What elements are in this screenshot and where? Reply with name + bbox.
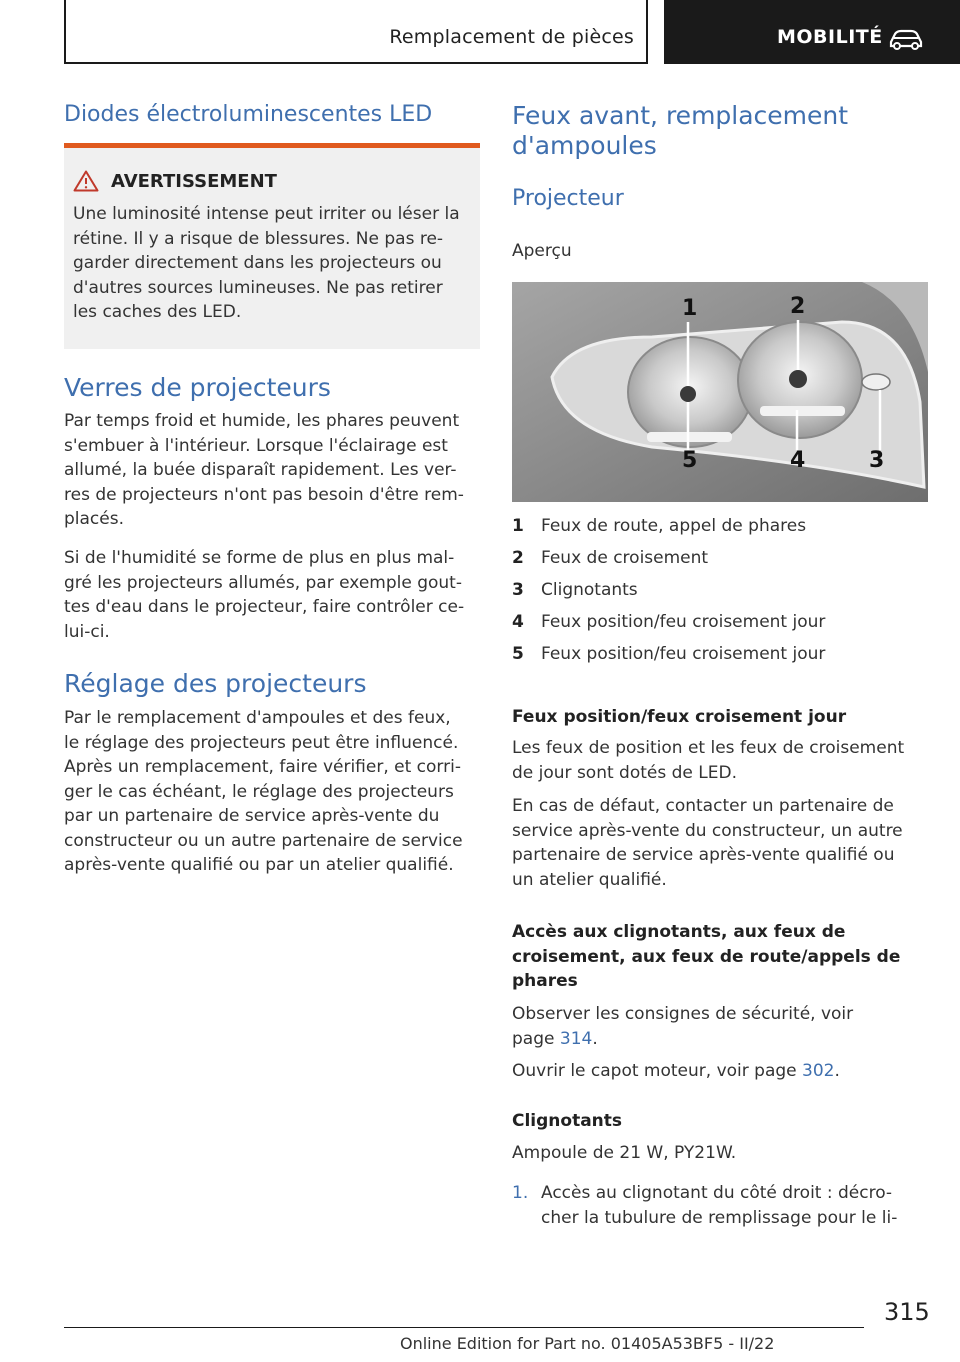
legend-number: 1 (512, 516, 524, 536)
warning-line: d'autres sources lumineuses. Ne pas retirer (73, 277, 443, 298)
text-line: cher la tubulure de remplissage pour le li- (541, 1207, 898, 1228)
legend-item (512, 578, 638, 602)
footer-edition: Online Edition for Part no. 01405A53BF5 - II/22 (400, 1334, 775, 1353)
callout-label: 2 (790, 294, 806, 319)
text-line: Après un remplacement, faire vérifier, et corri- (64, 757, 461, 777)
warning-text (73, 202, 473, 325)
legend-number: 5 (512, 644, 524, 664)
text-line: partenaire de service après-vente qualifié ou (512, 845, 895, 865)
text-fragment: Ouvrir le capot moteur, voir page (512, 1061, 803, 1081)
text-fragment: page (512, 1028, 560, 1049)
legend-item (512, 514, 806, 538)
legend-number: 4 (512, 612, 524, 632)
sub-heading: Projecteur (512, 186, 624, 211)
warning-triangle-icon (73, 170, 99, 196)
page-number: 315 (884, 1298, 930, 1326)
warning-line: rétine. Il y a risque de blessures. Ne pas re- (73, 228, 444, 249)
text-line: tes d'eau dans le projecteur, faire contrôler ce- (64, 597, 465, 617)
car-icon (888, 28, 924, 54)
chapter-title: Remplacement de pièces (389, 26, 634, 48)
main-heading (512, 101, 848, 161)
text-line (512, 1027, 928, 1052)
warning-line: garder directement dans les projecteurs ou (73, 253, 442, 273)
heading-line: d'ampoules (512, 131, 657, 160)
text-fragment: . (592, 1028, 598, 1049)
verres-paragraph-1 (64, 409, 480, 532)
heading-line: phares (512, 971, 578, 991)
legend-text: Feux position/feu croisement jour (541, 612, 826, 632)
text-line: par un partenaire de service après-vente du (64, 806, 440, 826)
callout-label: 5 (682, 448, 698, 473)
legend-item (512, 610, 825, 634)
step-text (541, 1181, 921, 1230)
heading-line: croisement, aux feux de route/appels de (512, 946, 901, 967)
legend-item (512, 642, 825, 666)
text-line (512, 1059, 928, 1084)
text-line: après-vente qualifié ou par un atelier qualifié. (64, 855, 454, 875)
position-paragraph-2 (512, 794, 928, 892)
legend-number: 3 (512, 580, 524, 600)
warning-title: AVERTISSEMENT (111, 171, 277, 192)
text-line: service après-vente du constructeur, un autre (512, 820, 903, 841)
text-line: de jour sont dotés de LED. (512, 762, 737, 783)
text-line: lui-ci. (64, 621, 110, 642)
headlight-photo (512, 282, 928, 502)
heading-line: Accès aux clignotants, aux feux de (512, 922, 846, 942)
section-label: MOBILITÉ (777, 26, 883, 48)
position-heading: Feux position/feux croisement jour (512, 707, 847, 727)
text-line: En cas de défaut, contacter un partenaire de (512, 796, 894, 816)
page-link-314[interactable]: 314 (559, 1028, 593, 1049)
verres-paragraph-2 (64, 546, 480, 644)
legend-text: Feux de route, appel de phares (541, 516, 807, 536)
apercu-label: Aperçu (512, 241, 572, 261)
legend-text: Feux position/feu croisement jour (541, 644, 826, 664)
footer-divider (64, 1327, 864, 1328)
step-number: 1. (512, 1183, 529, 1203)
clignotants-heading: Clignotants (512, 1111, 623, 1131)
text-line: Ampoule de 21 W, PY21W. (512, 1143, 737, 1163)
text-line: constructeur ou un autre partenaire de service (64, 830, 463, 851)
text-fragment: . (834, 1061, 840, 1081)
warning-line: les caches des LED. (73, 302, 242, 322)
warning-line: Une luminosité intense peut irriter ou léser la (73, 204, 460, 224)
text-line: allumé, la buée disparaît rapidement. Les ver- (64, 460, 457, 480)
text-line: Les feux de position et les feux de croisement (512, 738, 905, 758)
legend-text: Feux de croisement (541, 548, 709, 568)
clignotants-paragraph (512, 1141, 736, 1166)
heading-line: Feux avant, remplacement (512, 101, 849, 130)
reglage-paragraph (64, 706, 480, 878)
verres-heading: Verres de projecteurs (64, 373, 331, 402)
led-heading: Diodes électroluminescentes LED (64, 102, 433, 127)
callout-label: 1 (682, 296, 698, 321)
text-line: Observer les consignes de sécurité, voir (512, 1004, 854, 1024)
callout-label: 3 (869, 448, 885, 473)
reglage-heading: Réglage des projecteurs (64, 669, 367, 698)
text-line: s'embuer à l'intérieur. Lorsque l'éclairage est (64, 435, 448, 456)
text-line: res de projecteurs n'ont pas besoin d'être rem- (64, 484, 464, 505)
legend-item (512, 546, 708, 570)
acces-heading (512, 920, 928, 994)
page-link-302[interactable]: 302 (802, 1061, 835, 1081)
legend-number: 2 (512, 548, 524, 568)
text-line: gré les projecteurs allumés, par exemple gout- (64, 572, 462, 593)
text-line: placés. (64, 509, 124, 529)
callout-label: 4 (790, 448, 806, 473)
text-line: un atelier qualifié. (512, 869, 667, 890)
acces-paragraph-1 (512, 1002, 928, 1051)
text-line: ger le cas échéant, le réglage des projecteurs (64, 781, 454, 802)
text-line: Par temps froid et humide, les phares peuvent (64, 411, 460, 431)
legend-text: Clignotants (541, 580, 638, 600)
text-line: le réglage des projecteurs peut être influencé. (64, 732, 459, 753)
acces-paragraph-2 (512, 1059, 928, 1084)
text-line: Si de l'humidité se forme de plus en plus mal- (64, 548, 455, 568)
position-paragraph-1 (512, 736, 928, 785)
text-line: Par le remplacement d'ampoules et des feux, (64, 708, 451, 728)
text-line: Accès au clignotant du côté droit : décro- (541, 1183, 893, 1203)
